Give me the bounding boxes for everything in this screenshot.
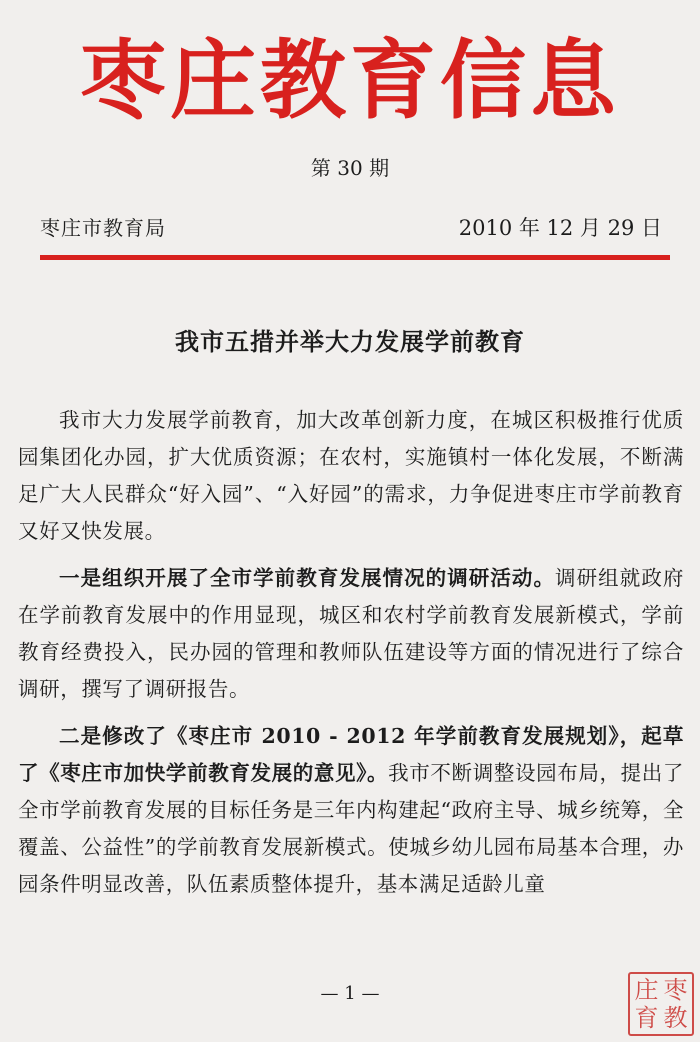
paragraph-measure-two	[18, 718, 684, 903]
paragraph-text: 我市不断调整设园布局，提出了全市学前教育发展的目标任务是三年内构建起“政府主导、城乡统筹，全覆盖、公益性”的学前教育发展新模式。使城乡幼儿园布局基本合理，办园条件明显改善，队伍素质整体提升，基本满足适龄儿童	[18, 761, 684, 896]
paragraph-measure-one	[18, 560, 684, 708]
paragraph-lead: 一是组织开展了全市学前教育发展情况的调研活动。	[59, 566, 556, 590]
publisher-name: 枣庄市教育局	[40, 216, 166, 240]
article-body	[18, 402, 684, 913]
page-number: — 1 —	[320, 983, 380, 1004]
seal-char: 庄	[634, 976, 659, 1004]
paragraph-text: 调研组就政府在学前教育发展中的作用显现，城区和农村学前教育发展新模式，学前教育经费投入，民办园的管理和教师队伍建设等方面的情况进行了综合调研，撰写了调研报告。	[18, 566, 684, 701]
issue-number: 第 30 期	[310, 156, 390, 180]
masthead-title: 枣庄教育信息	[80, 30, 620, 131]
publish-date: 2010 年 12 月 29 日	[458, 216, 662, 240]
seal-stamp	[628, 972, 694, 1036]
seal-char: 枣	[663, 976, 688, 1004]
paragraph-text: 我市大力发展学前教育，加大改革创新力度，在城区积极推行优质园集团化办园，扩大优质资源；在农村，实施镇村一体化发展，不断满足广大人民群众“好入园”、“入好园”的需求，力争促进枣庄市学前教育又好又快发展。	[18, 408, 684, 543]
article-headline: 我市五措并举大力发展学前教育	[175, 327, 525, 356]
seal-char: 育	[634, 1004, 659, 1032]
paragraph-intro	[18, 402, 684, 550]
paragraph-lead: 二是修改了《枣庄市 2010 - 2012 年学前教育发展规划》，起草了《枣庄市加快学前教育发展的意见》。	[18, 724, 684, 785]
masthead-divider	[40, 255, 670, 260]
seal-char: 教	[663, 1004, 688, 1032]
